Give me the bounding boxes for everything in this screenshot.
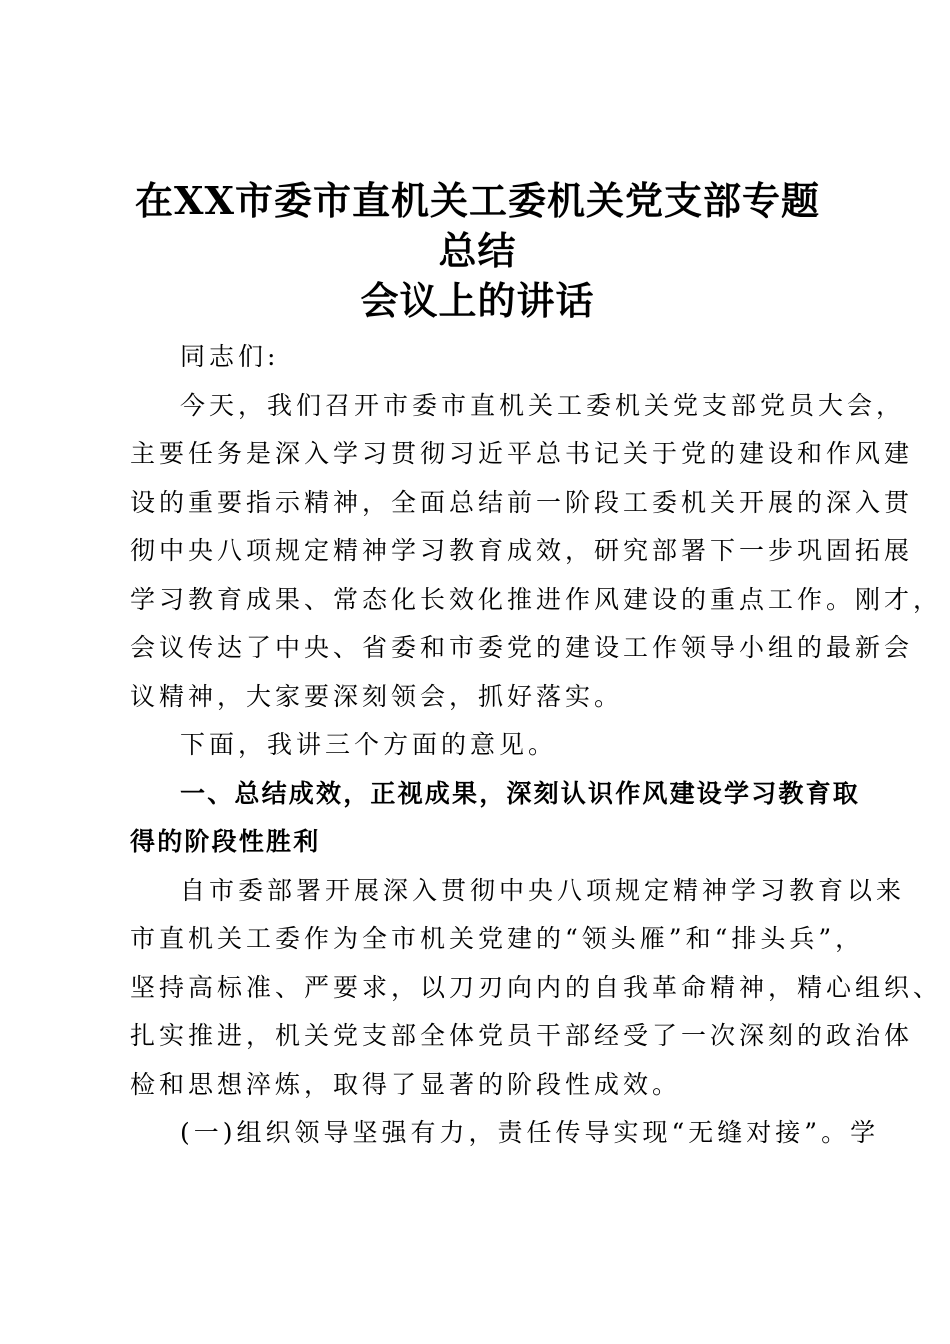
paragraph-line: 自市委部署开展深入贯彻中央八项规定精神学习教育以来 bbox=[180, 875, 906, 905]
paragraph-intro bbox=[130, 721, 840, 770]
paragraph-opening bbox=[130, 382, 943, 722]
paragraph-line: 主要任务是深入学习贯彻习近平总书记关于党的建设和作风建 bbox=[130, 439, 914, 468]
title-line: 在XX市委市直机关工委机关党支部专题总结 bbox=[135, 178, 820, 273]
paragraph-line: 设的重要指示精神，全面总结前一阶段工委机关开展的深入贯 bbox=[130, 487, 914, 517]
paragraph-line: 扎实推进，机关党支部全体党员干部经受了一次深刻的政治体 bbox=[130, 1021, 914, 1050]
paragraph-line: 市直机关工委作为全市机关党建的“领头雁”和“排头兵”， bbox=[130, 924, 865, 953]
paragraph-line: 学习教育成果、常态化长效化推进作风建设的重点工作。刚才， bbox=[130, 584, 943, 614]
paragraph-line: 坚持高标准、严要求，以刀刃向内的自我革命精神，精心组织、 bbox=[130, 972, 943, 1002]
heading-line: 一、总结成效，正视成果，深刻认识作风建设学习教育取 bbox=[180, 778, 861, 808]
section-heading-1 bbox=[130, 770, 861, 867]
paragraph-line: 今天，我们召开市委市直机关工委机关党支部党员大会， bbox=[180, 390, 906, 420]
paragraph-line: (一)组织领导坚强有力，责任传导实现“无缝对接”。学 bbox=[180, 1118, 880, 1147]
paragraph-line: 检和思想淬炼，取得了显著的阶段性成效。 bbox=[130, 1069, 682, 1099]
heading-line: 得的阶段性胜利 bbox=[130, 827, 321, 856]
document-body bbox=[130, 333, 943, 1158]
paragraph-subsection-1 bbox=[130, 1109, 880, 1158]
paragraph-line: 议精神，大家要深刻领会，抓好落实。 bbox=[130, 681, 624, 711]
paragraph-line: 彻中央八项规定精神学习教育成效，研究部署下一步巩固拓展 bbox=[130, 536, 914, 565]
paragraph-line: 会议传达了中央、省委和市委党的建设工作领导小组的最新会 bbox=[130, 633, 914, 662]
paragraph-summary bbox=[130, 867, 943, 1110]
salutation: 同志们: bbox=[180, 342, 280, 371]
document-title bbox=[120, 176, 835, 326]
title-line: 会议上的讲话 bbox=[360, 278, 595, 323]
paragraph-line: 下面，我讲三个方面的意见。 bbox=[180, 730, 558, 759]
